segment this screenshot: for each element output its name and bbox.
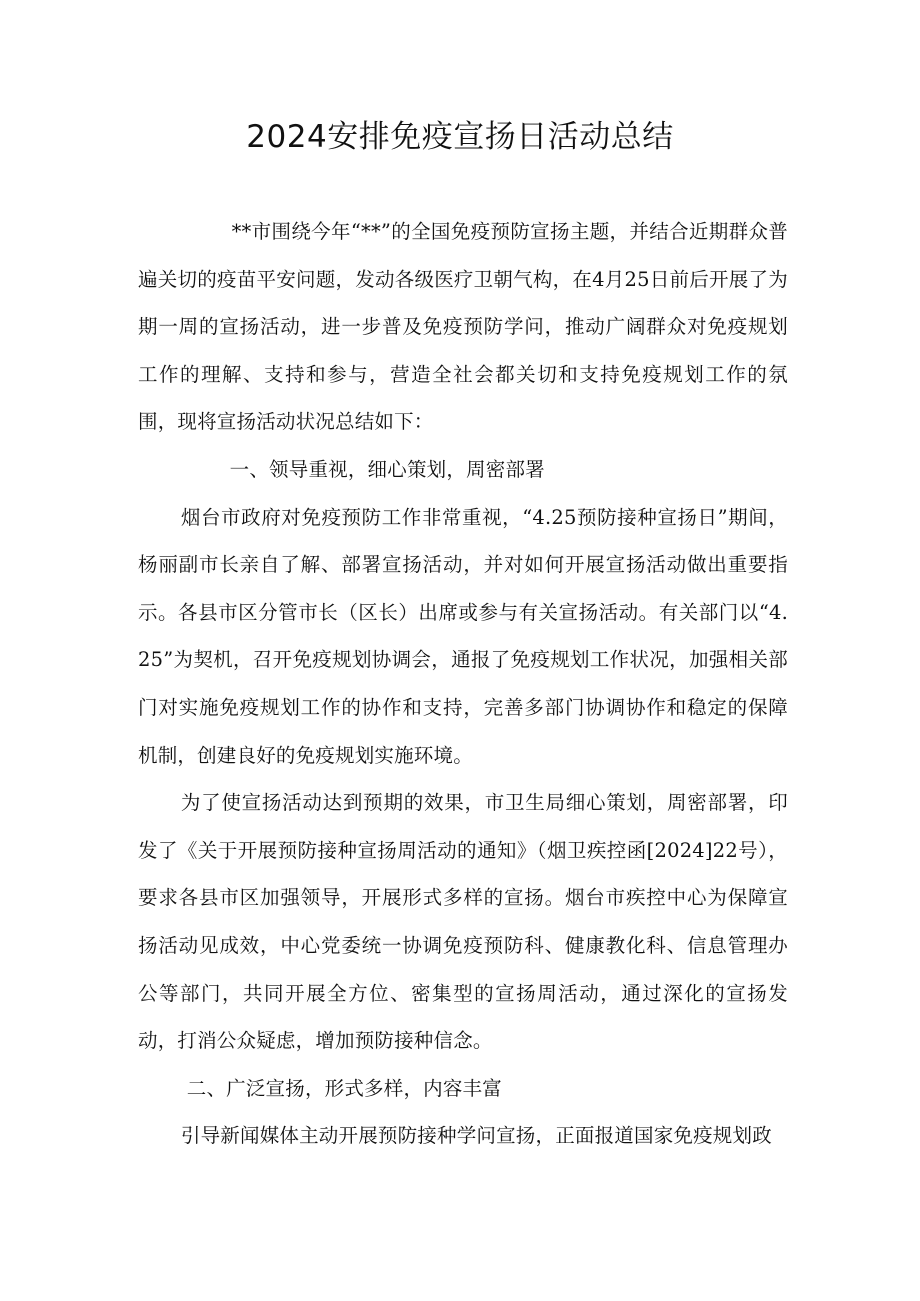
intro-paragraph: **市围绕今年“**”的全国免疫预防宣扬主题，并结合近期群众普遍关切的疫苗平安问题，发动各级医疗卫朝气构，在4月25日前后开展了为期一周的宣扬活动，进一步普及免疫预防学问，推动广阔群众对免疫规划工作的理解、支持和参与，营造全社会都关切和支持免疫规划工作的氛围，现将宣扬活动状况总结如下： xyxy=(138,220,788,434)
document-body xyxy=(138,208,788,1160)
section2-paragraph-1: 引导新闻媒体主动开展预防接种学问宣扬，正面报道国家免疫规划政 xyxy=(180,1124,772,1148)
section-heading-2: 二、广泛宣扬，形式多样，内容丰富 xyxy=(186,1076,502,1100)
section-heading-1: 一、领导重视，细心策划，周密部署 xyxy=(229,457,545,481)
section1-paragraph-2: 为了使宣扬活动达到预期的效果，市卫生局细心策划，周密部署，印发了《关于开展预防接种宣扬周活动的通知》（烟卫疾控函[2024]22号），要求各县市区加强领导，开展形式多样的宣扬。烟台市疾控中心为保障宣扬活动见成效，中心党委统一协调免疫预防科、健康教化科、信息管理办公等部门，共同开展全方位、密集型的宣扬周活动，通过深化的宣扬发动，打消公众疑虑，增加预防接种信念。 xyxy=(138,791,788,1053)
document-title: 2024安排免疫宣扬日活动总结 xyxy=(246,119,674,155)
section1-paragraph-1: 烟台市政府对免疫预防工作非常重视，“4.25预防接种宣扬日”期间，杨丽副市长亲自了解、部署宣扬活动，并对如何开展宣扬活动做出重要指示。各县市区分管市长（区长）出席或参与有关宣扬活动。有关部门以“4.25”为契机，召开免疫规划协调会，通报了免疫规划工作状况，加强相关部门对实施免疫规划工作的协作和支持，完善多部门协调协作和稳定的保障机制，创建良好的免疫规划实施环境。 xyxy=(138,505,788,767)
